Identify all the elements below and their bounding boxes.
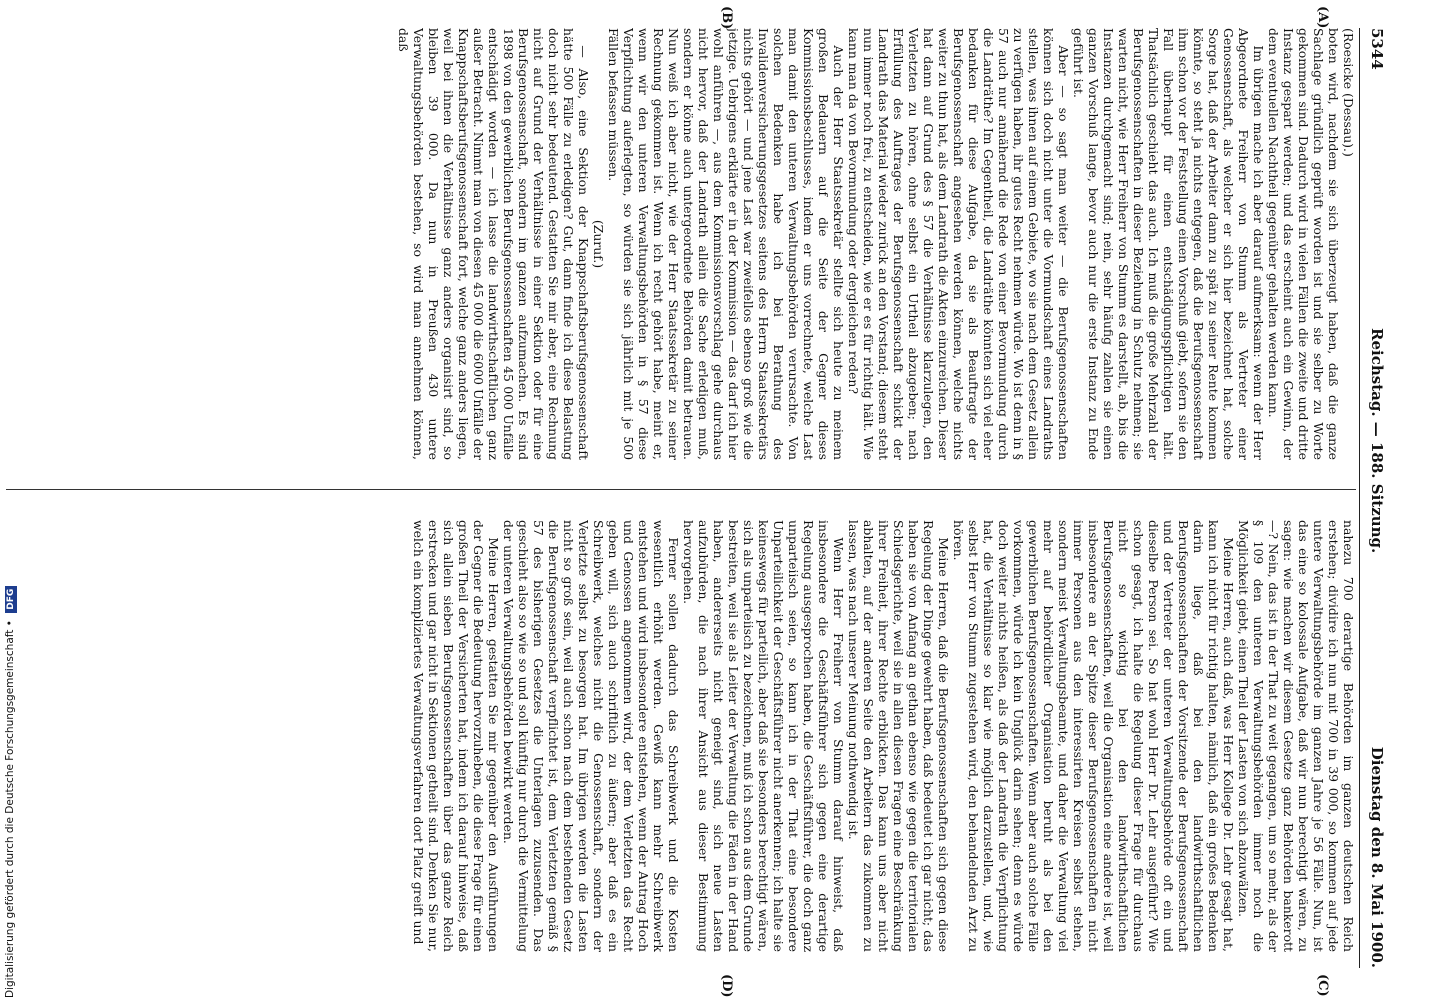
margin-mark-d: (D) [719,974,734,998]
margin-mark-a: (A) [1315,6,1330,29]
left-column [6,28,1356,460]
paragraph: Auch der Herr Staatssekretär stellte sich heute zu meinem großen Bedauern auf die Seite der Gegner dieses Kommissionsbeschlusses, indem er uns vorrechnete, welche Last man damit den unteren Verwaltungsbehörden verursachte. Von solchen Bedenken habe ich bei Berathung des Invalidenversicherungsgesetzes seitens des Herrn Staatssekretärs nichts gehört — und jene Last war zweifellos ebenso groß wie die jetzige. Uebrigens erklärte er in der Kommission — das darf ich hier wohl anführen —, aus dem Kommissionsvorschlag gehe durchaus nicht hervor, daß der Landrath allein die Sache erledigen muß, sondern er könne auch untergeordnete Behörden damit betrauen. Nun weiß ich aber nicht, wie der Herr Staatssekretär zu seiner Rechnung gekommen ist. Wenn ich recht gehört habe, meint er, wenn wir den unteren Verwaltungsbehörden in § 57 diese Verpflichtung auferlegten, so würden sie sich jährlich mit je 500 Fällen befassen müssen. [606,28,846,460]
paragraph: Wenn Herr Freiherr von Stumm darauf hinweist, daß insbesondere die Geschäftsführer sich gegen eine derartige Regelung ausgesprochen haben, die Geschäftsführer, die doch ganz unparteiisch seien, so kann ich in der That eine besondere Unparteilichkeit der Geschäftsführer nicht anerkennen; ich halte sie keineswegs für parteilich, aber daß sie besonders berechtigt wären, sich als unparteiisch zu bezeichnen, muß ich schon aus dem Grunde bestreiten, weil sie als Leiter der Verwaltung die Fäden in der Hand haben, andererseits nicht geneigt sind, sich neue Lasten aufzubürden, die nach ihrer Ansicht aus dieser Bestimmung hervorgehen. [681,520,846,952]
header-title: Reichstag. — 188. Sitzung. [1368,328,1386,554]
paragraph: Aber — so sagt man weiter — die Berufsgenossenschaften können sich doch nicht unter die Vormundschaft eines Landraths stellen, was ihnen auf einem Gebiete, wo sie nach dem Gesetz allein zu verfügen haben, ihr gutes Recht nehmen würde. Wo ist denn in § 57 auch nur annähernd die Rede von einer Bevormundung durch die Landräthe? Im Gegentheil, die Landräthe könnten sich viel eher bedanken für diese Aufgabe, da sie als Beauftragte der Berufsgenossenschaft angesehen werden können, welche nichts weiter zu thun hat, als dem Landrath die Akten einzureichen. Dieser hat dann auf Grund des § 57 die Verhältnisse klarzulegen, den Verletzten zu hören, ohne selbst ein Urtheil abzugeben; nach Erfüllung des Auftrages der Berufsgenossenschaft schickt der Landrath das Material wieder zurück an den Vorstand; diesem steht nun immer noch frei, zu entscheiden, wie er es für richtig hält. Wie kann man da von Bevormundung oder dergleichen reden? [846,28,1071,460]
paragraph: boten wird, nachdem sie sich überzeugt haben, daß die ganze Sachlage gründlich geprüft worden ist und sie selber zu Worte gekommen sind. Dadurch wird in vielen Fällen die zweite und dritte Instanz gespart werden; und das erscheint auch ein Gewinn, der dem eventuellen Nachtheil gegenüber gehalten werden kann. [1266,28,1341,460]
paragraph: nahezu 700 derartige Behörden im ganzen deutschen Reich erstehen; dividire ich nun mit 700 in 39 000, so kommen auf jede untere Verwaltungsbehörde im ganzen Jahre je 56 Fälle. Nun, ist das eine so kolossale Aufgabe, daß wir nun berechtigt wären, zu sagen: wie machen wir diesem Gesetze ganz Behörden bankerott —? Nein, das ist in der That zu weit gegangen, um so mehr, als der § 109 den unteren Verwaltungsbehörden immer noch die Möglichkeit giebt, einen Theil der Lasten von sich abzuwälzen. [1236,520,1356,952]
paragraph: Im übrigen mache ich aber darauf aufmerksam: wenn der Herr Abgeordnete Freiherr von Stumm als Vertreter einer Genossenschaft, als welcher er sich hier bezeichnet hat, solche Sorge hat, daß der Arbeiter dann zu spät zu seiner Rente kommen könnte, so steht ja nichts entgegen, daß die Berufsgenossenschaft ihm schon vor der Feststellung einen Vorschuß giebt, sofern sie den Fall überhaupt für einen entschädigungspflichtigen hält. Thatsächlich geschieht das auch. Ich muß die große Mehrzahl der Berufsgenossenschaften in dieser Beziehung in Schutz nehmen; sie warten nicht, wie Herr Freiherr von Stumm es darstellt, ab, bis die Instanzen durchgemacht sind; nein, sehr häufig zahlen sie einen ganzen Vorschuß lange, bevor auch nur die erste Instanz zu Ende geführt ist. [1071,28,1266,460]
paragraph: Ferner sollen dadurch das Schreibwerk und die Kosten wesentlich erhöht werden. Gewiß kann mehr Schreibwerk entstehen und wird insbesondere entstehen, wenn der Antrag Hoch und Genossen angenommen wird, der dem Verletzten das Recht geben will, sich auch schriftlich zu äußern; aber daß es ein Schreibwerk, welches nicht die Genossenschaft, sondern der Verletzte selbst zu besorgen hat. Im übrigen werden die Lasten nicht so groß sein, weil auch schon nach dem bestehenden Gesetz die Berufsgenossenschaft verpflichtet ist, dem Verletzten gemäß § 57 des bisherigen Gesetzes die Unterlagen zuzusenden. Das geschieht also so wie so und soll künftig nur durch die Vermittelung der unteren Verwaltungsbehörden bewirkt werden. [501,520,681,952]
speaker-line: (Roesicke (Dessau).) [1341,28,1356,157]
interjection: (Zuruf.) [591,219,606,269]
page-header [1364,28,1386,968]
header-date: Dienstag den 8. Mai 1900. [1368,746,1386,968]
footer-credit-text: Digitalisierung gefördert durch die Deutsche Forschungsgemeinschaft • [4,620,16,998]
paragraph: — Also, eine Sektion der Knappschaftsberufsgenossenschaft hätte 500 Fälle zu erledigen? Gut, dann finde ich diese Belastung doch nicht sehr bedeutend. Gestatten Sie mir aber, eine Rechnung nicht auf Grund der Verhältnisse in einer Sektion oder für eine Berufsgenossenschaft, sondern im ganzen aufzumachen. Es sind 1898 von den gewerblichen Berufsgenossenschaften 45 000 Unfälle entschädigt worden — ich lasse die landwirthschaftlichen ganz außer Betracht. Nimmt man von diesen 45 000 die 6000 Unfälle der Knappschaftsberufsgenossenschaft fort, welche ganz anders liegen, weil bei ihnen die Verhältnisse ganz anders organisirt sind, so bleiben 39 000. Da nun in Preußen 430 untere Verwaltungsbehörden bestehen, so wird man annehmen können, daß [396,28,591,460]
header-rule [1359,28,1360,968]
margin-mark-b: (B) [719,6,734,30]
footer-credit [4,528,18,998]
page-number: 5344 [1368,28,1386,70]
column-divider [6,489,1356,490]
right-column [6,520,1356,952]
margin-mark-c: (C) [1315,974,1330,997]
paragraph: Meine Herren, gestatten Sie mir gegenüber den Ausführungen der Gegner die Bedeutung hervorzuheben, die diese Frage für einen großen Theil der Versicherten hat, indem ich darauf hinweise, daß sich allein sieben Berufsgenossenschaften über das ganze Reich erstrecken und gar nicht in Sektionen getheilt sind. Denken Sie nur, welch ein kompliziertes Verwaltungsverfahren dort Platz greift und [411,520,501,952]
paragraph: Meine Herren, auch daß, was Herr Kollege Dr. Lehr gesagt hat, kann ich nicht für richtig halten, nämlich, daß ein großes Bedenken darin liege, daß bei den landwirthschaftlichen Berufsgenossenschaften der Vorsitzende der Berufsgenossenschaft und der Vertreter der unteren Verwaltungsbehörde oft ein und dieselbe Person sei. So hat wohl Herr Dr. Lehr ausgeführt? Wie schon gesagt, ich halte die Regelung dieser Frage für durchaus nicht so wichtig bei den landwirthschaftlichen Berufsgenossenschaften, weil die Organisation eine andere ist, weil insbesondere an der Spitze dieser Berufsgenossenschaften nicht immer Personen aus den interessirten Kreisen selbst stehen, sondern meist Verwaltungsbeamte, und daher die Verwaltung viel mehr auf behördlicher Organisation beruht als bei den gewerblichen Berufsgenossenschaften. Wenn aber auch solche Fälle vorkommen, würde ich kein Unglück darin sehen; denn es würde doch weiter nichts heißen, als daß der Landrath die Verpflichtung hat, die Verhältnisse so klar wie möglich darzustellen, und, wie selbst Herr von Stumm zugestehen wird, den behandelnden Arzt zu hören. [951,520,1236,952]
paragraph: Meine Herren, daß die Berufsgenossenschaften sich gegen diese Regelung der Dinge gewehrt haben, daß bedeutet ich gar nicht; das haben sie von Anfang an gethan ebenso wie gegen die territorialen Schiedsgerichte, weil sie in allen diesen Fragen eine Beschränkung ihrer Freiheit, ihrer Rechte erblickten. Das kann uns aber nicht abhalten, auf der anderen Seite den Arbeitern das zukommen zu lassen, was nach unserer Meinung nothwendig ist. [846,520,951,952]
footer-strip [0,520,22,1000]
dfg-logo: DFG [5,586,17,613]
